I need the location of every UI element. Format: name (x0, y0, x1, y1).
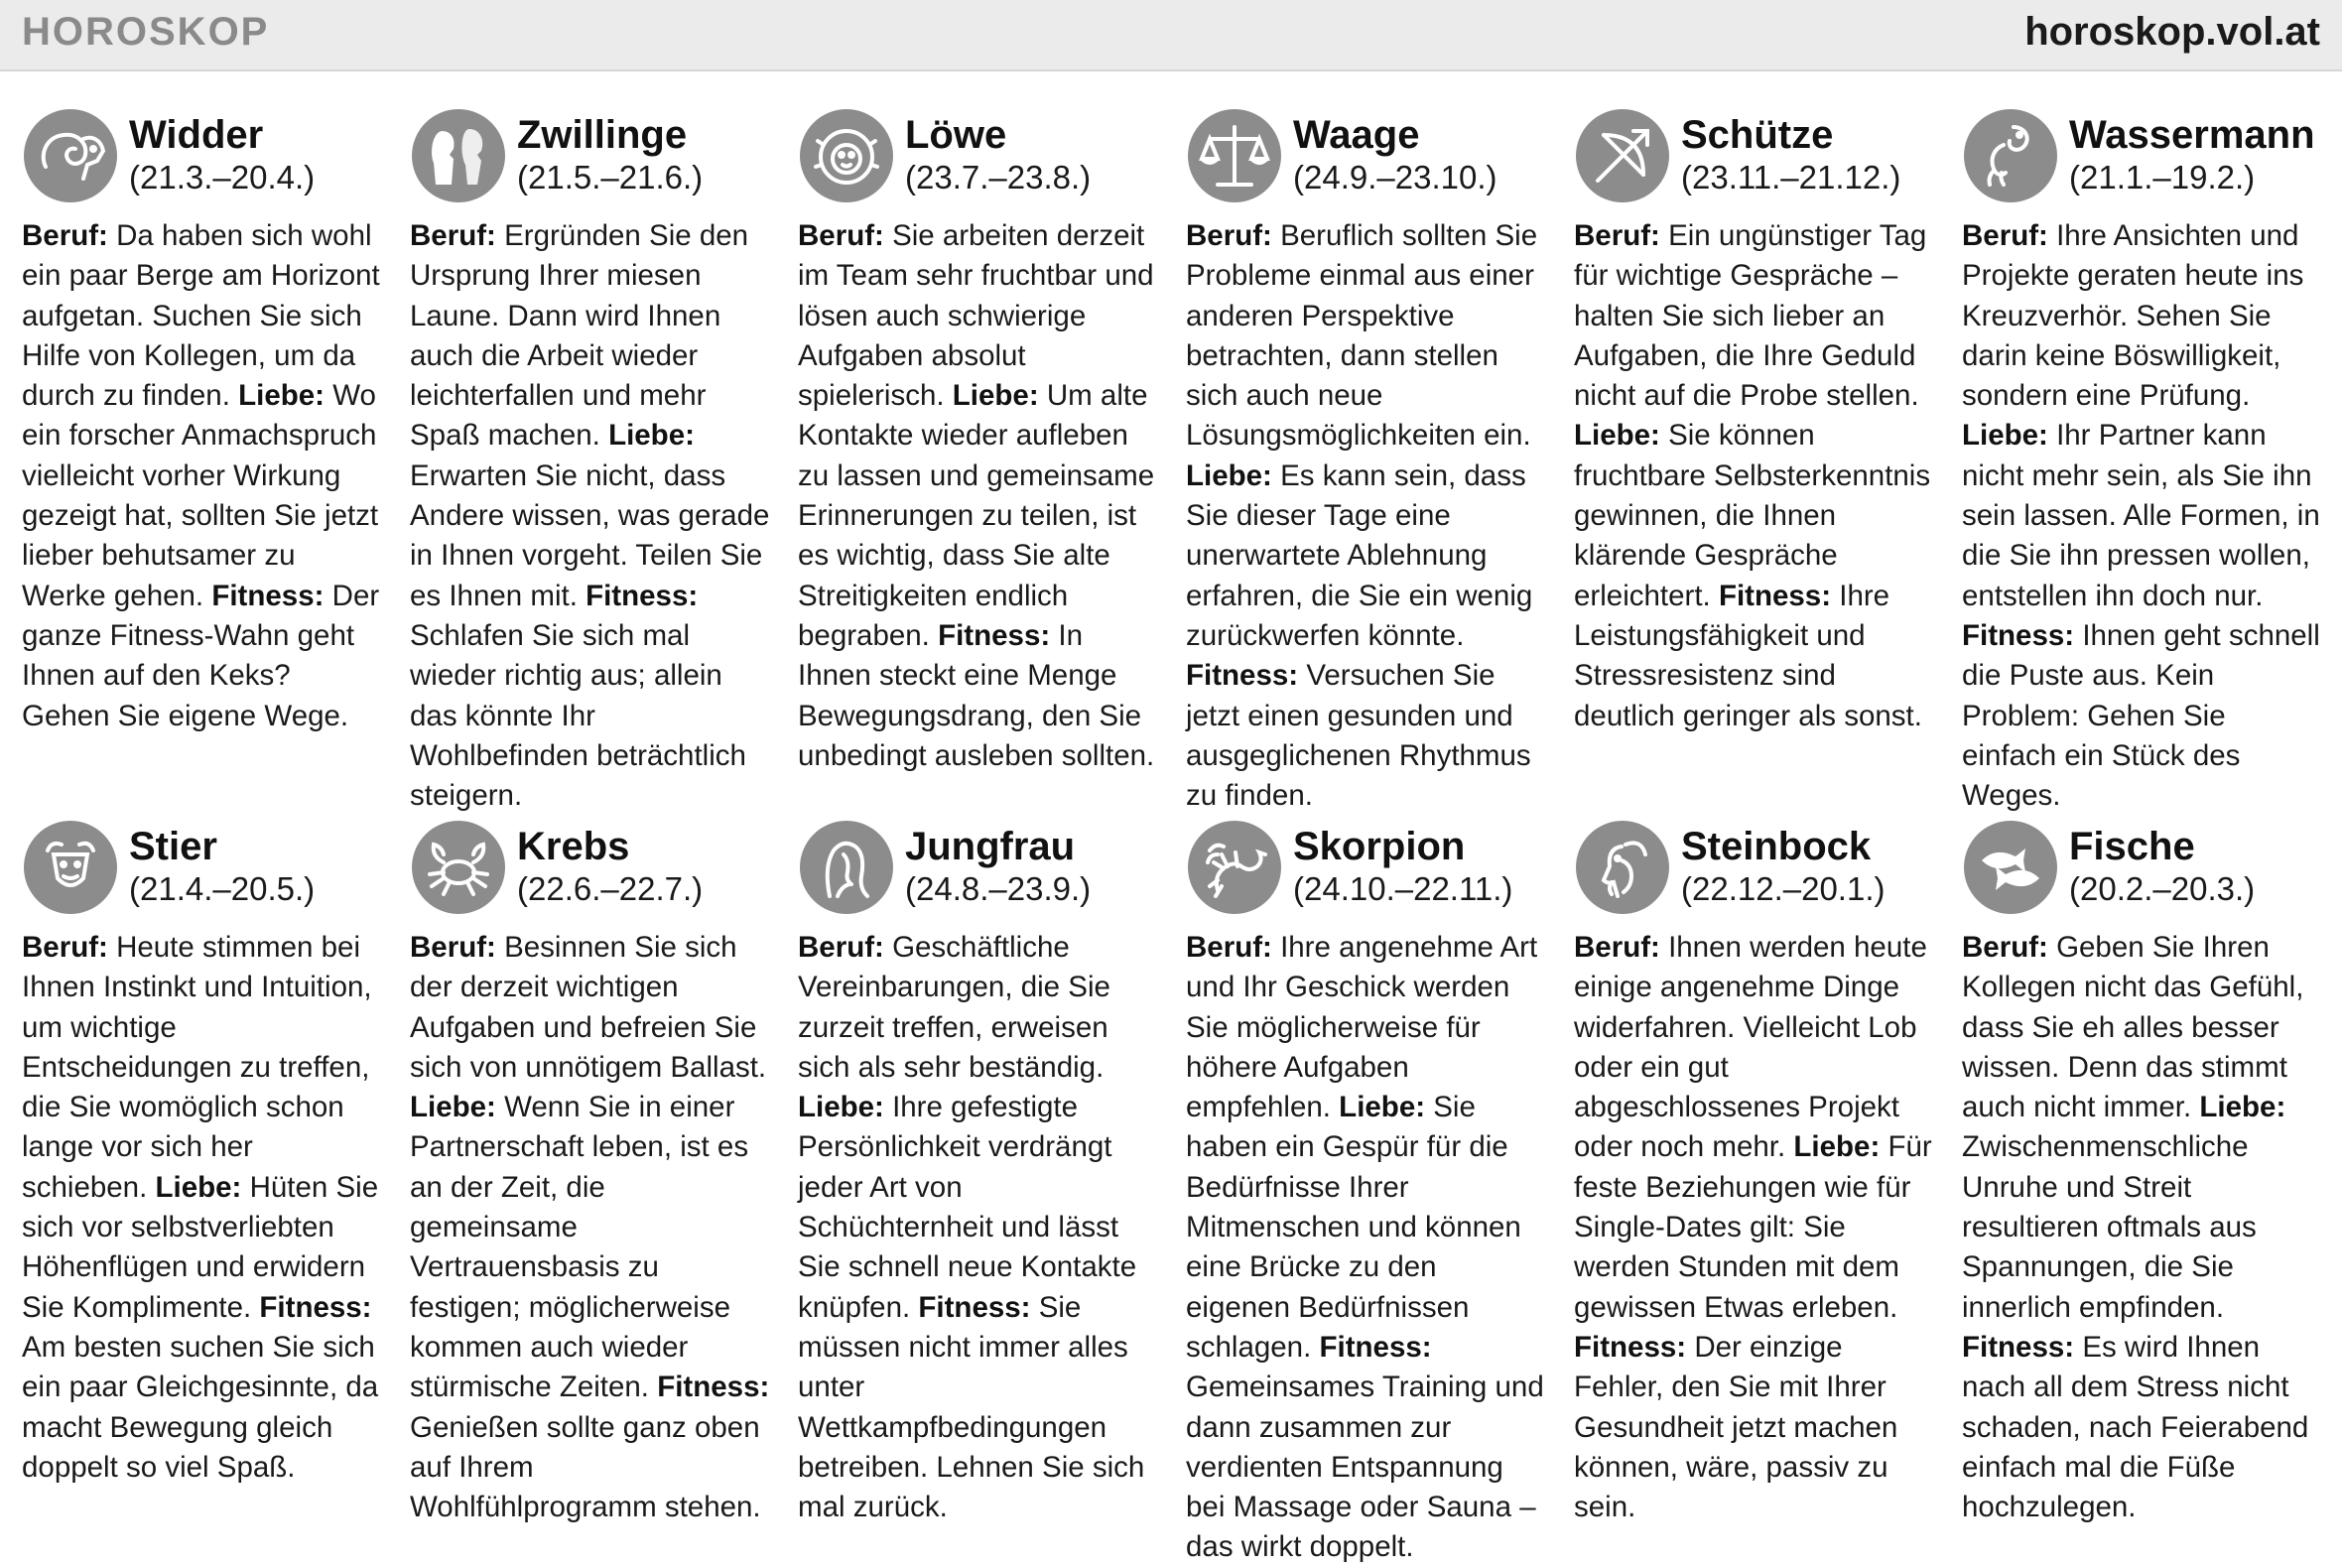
fitness-text: Der einzige Fehler, den Sie mit Ihrer Gesundheit jetzt machen können, wäre, passiv zu sein. (1574, 1330, 1898, 1524)
fitness-text: Ihre Leistungsfähigkeit und Stressresistenz sind deutlich geringer als sonst. (1574, 579, 1922, 732)
sign-text (1186, 928, 1548, 1568)
bull-icon (24, 821, 117, 914)
crab-icon (412, 821, 505, 914)
liebe-text: Um alte Kontakte wieder aufleben zu lassen und gemeinsame Erinnerungen zu teilen, ist es wichtig, dass Sie alte Streitigkeiten endlich begraben. (798, 379, 1155, 652)
sign-schuetze (1574, 107, 1936, 736)
beruf-label: Beruf: (1962, 931, 2048, 964)
beruf-label: Beruf: (798, 931, 884, 964)
liebe-text: Hüten Sie sich vor selbstverliebten Höhenflügen und erwidern Sie Komplimente. (22, 1170, 379, 1324)
sign-zwillinge (410, 107, 772, 816)
beruf-label: Beruf: (1962, 219, 2048, 252)
beruf-text: Beruflich sollten Sie Probleme einmal aus einer anderen Perspektive betrachten, dann stellen sich auch neue Lösungsmöglichkeiten ein. (1186, 219, 1538, 453)
sign-loewe (798, 107, 1160, 776)
beruf-text: Ihre angenehme Art und Ihr Geschick werden Sie möglicherweise für höhere Aufgaben empfehlen. (1186, 931, 1538, 1124)
fitness-label: Fitness: (918, 1290, 1031, 1324)
sign-widder (22, 107, 384, 736)
sign-text (798, 928, 1160, 1527)
beruf-label: Beruf: (22, 931, 108, 964)
liebe-label: Liebe: (1339, 1091, 1426, 1124)
sign-dates: (21.1.–19.2.) (2069, 159, 2256, 196)
liebe-label: Liebe: (238, 379, 325, 413)
liebe-label: Liebe: (608, 419, 695, 453)
sign-text (1574, 216, 1936, 736)
beruf-text: Heute stimmen bei Ihnen Instinkt und Intuition, um wichtige Entscheidungen zu treffen, die Sie womöglich schon lange vor sich her schieben. (22, 931, 372, 1204)
sign-dates: (21.3.–20.4.) (129, 159, 316, 196)
twins-icon (412, 109, 505, 202)
sign-dates: (21.4.–20.5.) (129, 870, 316, 907)
liebe-text: Wenn Sie in einer Partnerschaft leben, ist es an der Zeit, die gemeinsame Vertrauensbasis zu festigen; möglicherweise kommen auch wieder stürmische Zeiten. (410, 1091, 749, 1404)
liebe-text: Ihre gefestigte Persönlichkeit verdrängt jeder Art von Schüchternheit und lässt Sie schnell neue Kontakte knüpfen. (798, 1091, 1137, 1324)
beruf-label: Beruf: (1186, 931, 1272, 964)
fitness-label: Fitness: (938, 618, 1051, 652)
fitness-text: Es wird Ihnen nach all dem Stress nicht schaden, nach Feierabend einfach mal die Füße hochzulegen. (1962, 1330, 2309, 1524)
sign-name: Krebs (517, 825, 630, 868)
liebe-label: Liebe: (155, 1170, 242, 1204)
ram-icon (24, 109, 117, 202)
beruf-label: Beruf: (1574, 931, 1660, 964)
sign-name: Jungfrau (905, 825, 1076, 868)
beruf-label: Beruf: (798, 219, 884, 252)
sign-text (1186, 216, 1548, 816)
fitness-text: Der ganze Fitness-Wahn geht Ihnen auf den Keks? Gehen Sie eigene Wege. (22, 579, 380, 732)
beruf-label: Beruf: (1186, 219, 1272, 252)
sign-name: Skorpion (1293, 825, 1466, 868)
sign-wassermann (1962, 107, 2324, 816)
sign-name: Widder (129, 113, 264, 157)
fitness-label: Fitness: (1718, 579, 1832, 612)
sign-text (1962, 928, 2324, 1527)
beruf-text: Da haben sich wohl ein paar Berge am Horizont aufgetan. Suchen Sie sich Hilfe von Kollegen, um da durch zu finden. (22, 219, 380, 413)
sign-text (22, 928, 384, 1488)
liebe-label: Liebe: (1793, 1130, 1881, 1164)
sign-dates: (23.7.–23.8.) (905, 159, 1092, 196)
sign-stier (22, 819, 384, 1488)
sign-skorpion (1186, 819, 1548, 1568)
fitness-label: Fitness: (259, 1290, 372, 1324)
liebe-text: Ihr Partner kann nicht mehr sein, als Sie ihn sein lassen. Alle Formen, in die Sie ihn pressen wollen, entstellen ihn doch nur. (1962, 419, 2320, 612)
liebe-text: Es kann sein, dass Sie dieser Tage eine unerwartete Ablehnung erfahren, die Sie ein wenig zurückwerfen könnte. (1186, 458, 1533, 652)
sign-text (410, 928, 772, 1527)
liebe-label: Liebe: (1186, 458, 1272, 492)
liebe-label: Liebe: (2199, 1091, 2286, 1124)
fitness-text: Sie müssen nicht immer alles unter Wettkampfbedingungen betreiben. Lehnen Sie sich mal zurück. (798, 1290, 1145, 1524)
water-bearer-icon (1964, 109, 2057, 202)
beruf-text: Geschäftliche Vereinbarungen, die Sie zurzeit treffen, erweisen sich als sehr beständig. (798, 931, 1110, 1084)
sign-jungfrau (798, 819, 1160, 1527)
beruf-text: Ihre Ansichten und Projekte geraten heute ins Kreuzverhör. Sehen Sie darin keine Böswilligkeit, sondern eine Prüfung. (1962, 219, 2304, 413)
fitness-label: Fitness: (1319, 1330, 1432, 1364)
goat-icon (1576, 821, 1669, 914)
liebe-text: Zwischenmenschliche Unruhe und Streit resultieren oftmals aus Spannungen, die Sie innerlich empfinden. (1962, 1130, 2257, 1324)
page-header (0, 0, 2342, 71)
lion-icon (800, 109, 893, 202)
beruf-text: Ergründen Sie den Ursprung Ihrer miesen Laune. Dann wird Ihnen auch die Arbeit wieder leichterfallen und mehr Spaß machen. (410, 219, 749, 453)
fitness-label: Fitness: (1962, 618, 2075, 652)
fitness-text: Genießen sollte ganz oben auf Ihrem Wohlfühlprogramm stehen. (410, 1410, 761, 1524)
sign-dates: (22.12.–20.1.) (1681, 870, 1886, 907)
liebe-text: Für feste Beziehungen wie für Single-Dates gilt: Sie werden Stunden mit dem gewissen Etwas erleben. (1574, 1130, 1932, 1324)
fish-icon (1964, 821, 2057, 914)
beruf-text: Geben Sie Ihren Kollegen nicht das Gefühl, dass Sie eh alles besser wissen. Denn das stimmt auch nicht immer. (1962, 931, 2304, 1124)
sign-name: Wassermann (2069, 113, 2315, 157)
sign-dates: (21.5.–21.6.) (517, 159, 704, 196)
beruf-label: Beruf: (22, 219, 108, 252)
fitness-label: Fitness: (1574, 1330, 1687, 1364)
beruf-label: Beruf: (410, 931, 496, 964)
fitness-text: Am besten suchen Sie sich ein paar Gleichgesinnte, da macht Bewegung gleich doppelt so viel Spaß. (22, 1330, 379, 1484)
sign-name: Löwe (905, 113, 1007, 157)
sign-steinbock (1574, 819, 1936, 1527)
beruf-text: Sie arbeiten derzeit im Team sehr fruchtbar und lösen auch schwierige Aufgaben absolut spielerisch. (798, 219, 1154, 413)
liebe-label: Liebe: (798, 1091, 884, 1124)
beruf-label: Beruf: (1574, 219, 1660, 252)
sign-text (798, 216, 1160, 776)
fitness-text: Gemeinsames Training und dann zusammen zur verdienten Entspannung bei Massage oder Sauna – das wirkt doppelt. (1186, 1371, 1544, 1564)
liebe-text: Sie können fruchtbare Selbsterkenntnis gewinnen, die Ihnen klärende Gespräche erleichtert. (1574, 419, 1931, 612)
sign-dates: (24.10.–22.11.) (1293, 870, 1513, 907)
virgin-icon (800, 821, 893, 914)
scorpion-icon (1188, 821, 1281, 914)
beruf-text: Besinnen Sie sich der derzeit wichtigen Aufgaben und befreien Sie sich von unnötigem Ballast. (410, 931, 767, 1084)
beruf-text: Ihnen werden heute einige angenehme Dinge widerfahren. Vielleicht Lob oder ein gut abgeschlossenes Projekt oder noch mehr. (1574, 931, 1927, 1164)
fitness-label: Fitness: (1186, 659, 1299, 693)
sign-text (410, 216, 772, 816)
fitness-text: Ihnen geht schnell die Puste aus. Kein Problem: Gehen Sie einfach ein Stück des Weges. (1962, 618, 2320, 813)
sign-dates: (24.8.–23.9.) (905, 870, 1092, 907)
sign-text (22, 216, 384, 736)
scales-icon (1188, 109, 1281, 202)
fitness-text: Schlafen Sie sich mal wieder richtig aus; allein das könnte Ihr Wohlbefinden beträchtlich steigern. (410, 618, 746, 813)
sign-name: Fische (2069, 825, 2195, 868)
sign-text (1962, 216, 2324, 816)
beruf-label: Beruf: (410, 219, 496, 252)
sign-dates: (24.9.–23.10.) (1293, 159, 1497, 196)
sign-name: Zwillinge (517, 113, 688, 157)
fitness-label: Fitness: (586, 579, 699, 612)
sign-name: Stier (129, 825, 217, 868)
fitness-text: Versuchen Sie jetzt einen gesunden und ausgeglichenen Rhythmus zu finden. (1186, 659, 1531, 813)
sign-name: Waage (1293, 113, 1420, 157)
sign-waage (1186, 107, 1548, 816)
page-title: HOROSKOP (22, 10, 270, 54)
sign-krebs (410, 819, 772, 1527)
sign-name: Schütze (1681, 113, 1834, 157)
liebe-label: Liebe: (1574, 419, 1660, 453)
site-url[interactable]: horoskop.vol.at (2024, 10, 2320, 54)
liebe-label: Liebe: (410, 1091, 496, 1124)
sign-text (1574, 928, 1936, 1527)
sign-dates: (22.6.–22.7.) (517, 870, 704, 907)
fitness-label: Fitness: (657, 1371, 770, 1404)
liebe-text: Erwarten Sie nicht, dass Andere wissen, was gerade in Ihnen vorgeht. Teilen Sie es Ihnen mit. (410, 458, 770, 612)
liebe-label: Liebe: (952, 379, 1039, 413)
bow-arrow-icon (1576, 109, 1669, 202)
liebe-label: Liebe: (1962, 419, 2048, 453)
fitness-text: In Ihnen steckt eine Menge Bewegungsdrang, den Sie unbedingt ausleben sollten. (798, 618, 1155, 772)
beruf-text: Ein ungünstiger Tag für wichtige Gespräche – halten Sie sich lieber an Aufgaben, die Ihre Geduld nicht auf die Probe stellen. (1574, 219, 1927, 413)
fitness-label: Fitness: (211, 579, 325, 612)
sign-fische (1962, 819, 2324, 1527)
sign-dates: (20.2.–20.3.) (2069, 870, 2256, 907)
liebe-text: Sie haben ein Gespür für die Bedürfnisse Ihrer Mitmenschen und können eine Brücke zu den eigenen Bedürfnissen schlagen. (1186, 1091, 1521, 1364)
sign-dates: (23.11.–21.12.) (1681, 159, 1901, 196)
liebe-text: Wo ein forscher Anmachspruch vielleicht vorher Wirkung gezeigt hat, sollten Sie jetzt lieber behutsamer zu Werke gehen. (22, 379, 379, 612)
sign-name: Steinbock (1681, 825, 1872, 868)
fitness-label: Fitness: (1962, 1330, 2075, 1364)
